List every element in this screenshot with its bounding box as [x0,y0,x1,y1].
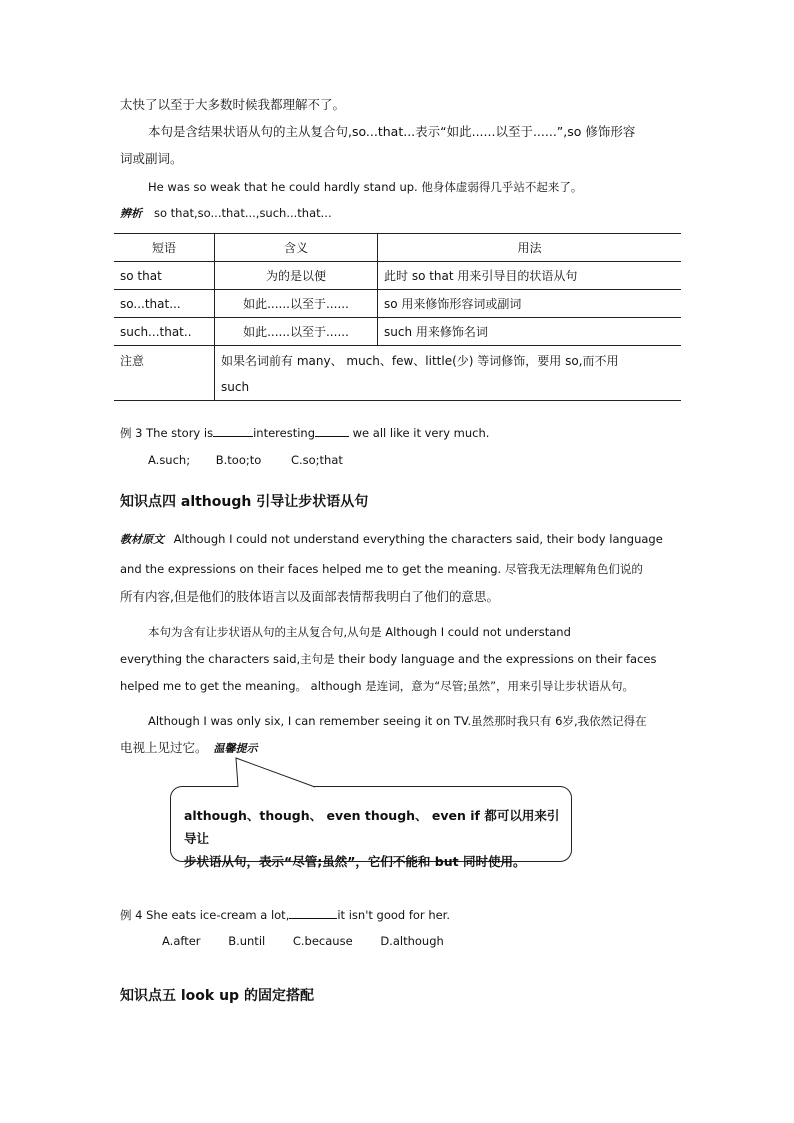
table-header: 含义 [215,234,378,262]
text-line: everything the characters said,主句是 their body language and the expressions on their faces [120,652,657,666]
text-line: 所有内容,但是他们的肢体语言以及面部表情帮我明白了他们的意思。 [120,589,499,604]
example-4-suffix: it isn't good for her. [337,908,451,922]
table-cell: 为的是以便 [215,262,378,290]
note-label: 注意 [114,346,215,401]
tip-tag: 温馨提示 [213,742,258,755]
table-cell: so...that... [114,290,215,318]
example-sentence: He was so weak that he could hardly stand up. 他身体虚弱得几乎站不起来了。 [148,180,583,194]
source-tag: 教材原文 [120,533,164,546]
example-3-mid: interesting [253,426,315,440]
option: B.too;to [215,453,262,467]
option: C.because [292,934,353,948]
option: A.after [162,934,201,948]
table-header: 短语 [114,234,215,262]
note-line: 如果名词前有 many、 much、few、little(少) 等词修饰，要用 so,而不用 [221,354,619,368]
text-line: 太快了以至于大多数时候我都理解不了。 [120,97,346,112]
text-line: Although I was only six, I can remember seeing it on TV.虽然那时我只有 6岁,我依然记得在 [148,714,647,728]
text-line: 本句为含有让步状语从句的主从复合句,从句是 Although I could not understand [148,625,571,639]
table-cell: 此时 so that 用来引导目的状语从句 [378,262,682,290]
option: C.so;that [290,453,343,467]
example-3-suffix: we all like it very much. [352,426,490,440]
table-header: 用法 [378,234,682,262]
section-heading: 知识点五 look up 的固定搭配 [120,988,314,1004]
text-line: helped me to get the meaning。 although 是连词，意为“尽管;虽然”，用来引导让步状语从句。 [120,679,635,693]
text-line: 电视上见过它。 [120,740,208,755]
table-cell: so that [114,262,215,290]
tip-text [184,804,564,873]
tip-line-1: although、though、 even though、 even if 都可以用来引导让 [184,808,560,846]
example-4-prefix: 例 4 She eats ice-cream a lot, [120,908,290,922]
table-cell: such 用来修饰名词 [378,318,682,346]
text-line: 词或副词。 [120,151,183,166]
tip-line-2: 步状语从句，表示“尽管;虽然”，它们不能和 but 同时使用。 [184,854,526,869]
bianxi-text: so that,so...that...,such...that... [153,206,332,220]
source-text: Although I could not understand everything the characters said, their body language [173,532,663,546]
text-line: and the expressions on their faces helped me to get the meaning. 尽管我无法理解角色们说的 [120,562,643,576]
note-line: such [221,380,250,394]
example-4-options [162,932,444,950]
section-heading: 知识点四 although 引导让步状语从句 [120,494,369,510]
bianxi-tag: 辨析 [120,207,142,220]
table-cell: so 用来修饰形容词或副词 [378,290,682,318]
table-cell: 如此......以至于...... [215,290,378,318]
option: A.such; [148,453,191,467]
table-cell: 如此......以至于...... [215,318,378,346]
example-4 [120,906,450,924]
table-cell: such...that.. [114,318,215,346]
text-line: 本句是含结果状语从句的主从复合句,so...that...表示“如此......以至于......”,so 修饰形容 [148,124,636,139]
example-3-prefix: 例 3 The story is [120,426,214,440]
option: D.although [380,934,444,948]
answer-blank [289,906,337,919]
option: B.until [228,934,266,948]
